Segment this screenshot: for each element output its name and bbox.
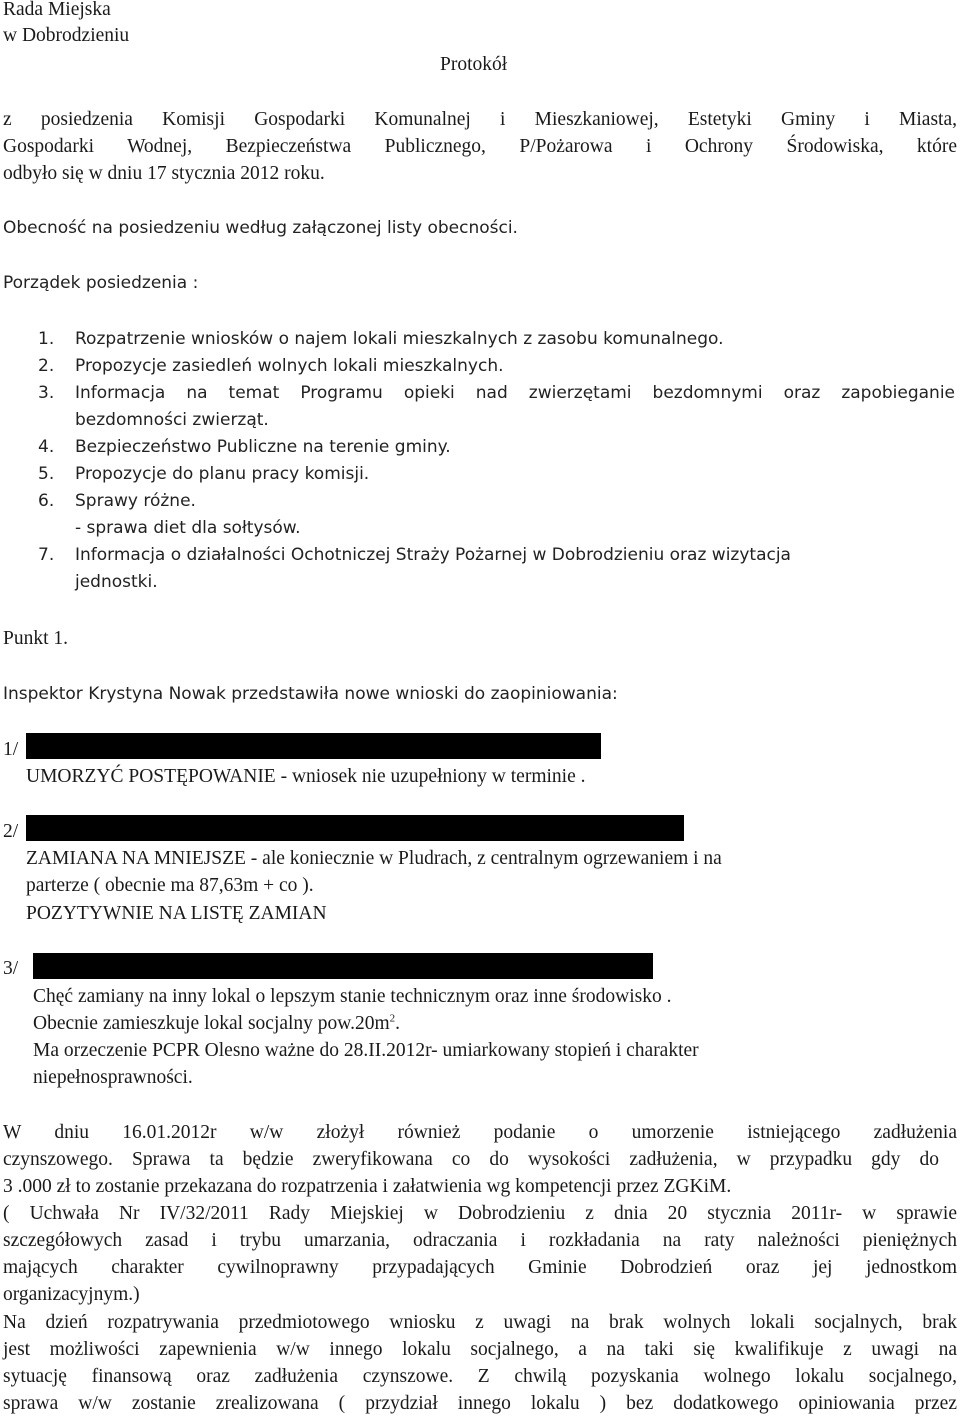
redaction-bar: [26, 815, 684, 841]
intro-line-2: Gospodarki Wodnej, Bezpieczeństwa Publicznego, P/Pożarowa i Ochrony Środowiska, które: [3, 136, 957, 157]
body-line: 3 .000 zł to zostanie przekazana do rozpatrzenia i załatwienia wg kompetencji przez ZGKiM.: [3, 1176, 732, 1197]
agenda-number: 4.: [38, 437, 55, 457]
item-2-line-2: parterze ( obecnie ma 87,63m + co ).: [26, 875, 314, 896]
agenda-item-3: Informacja na temat Programu opieki nad zwierzętami bezdomnymi oraz zapobieganie: [75, 383, 955, 403]
item-3-line-1: Chęć zamiany na inny lokal o lepszym stanie technicznym oraz inne środowisko .: [33, 986, 672, 1007]
agenda-number: 3.: [38, 383, 55, 403]
body-line: W dniu 16.01.2012r w/w złożył również podanie o umorzenie istniejącego zadłużenia: [3, 1122, 957, 1143]
agenda-item-2: Propozycje zasiedleń wolnych lokali mieszkalnych.: [75, 356, 504, 376]
item-number: 2/: [3, 821, 19, 842]
body-line: sytuację finansową oraz zadłużenia czynszowe. Z chwilą pozyskania wolnego lokalu socjalnego,: [3, 1366, 957, 1387]
council-name: Rada Miejska: [3, 0, 111, 20]
agenda-number: 5.: [38, 464, 55, 484]
item-1-decision: UMORZYĆ POSTĘPOWANIE - wniosek nie uzupełniony w terminie .: [26, 766, 586, 787]
agenda-item-4: Bezpieczeństwo Publiczne na terenie gminy.: [75, 437, 451, 457]
item-number: 1/: [3, 739, 19, 760]
body-line: czynszowego. Sprawa ta będzie zweryfikowana co do wysokości zadłużenia, w przypadku gdy do: [3, 1149, 939, 1170]
agenda-number: 1.: [38, 329, 55, 349]
body-line: organizacyjnym.): [3, 1284, 140, 1305]
item-3-line-2: Obecnie zamieszkuje lokal socjalny $pow.20m^2$.: [33, 1012, 401, 1034]
body-line: ( Uchwała Nr IV/32/2011 Rady Miejskiej w Dobrodzieniu z dnia 20 stycznia 2011r- w sprawie: [3, 1203, 957, 1224]
document-title: Protokół: [440, 54, 508, 75]
agenda-item-7: Informacja o działalności Ochotniczej Straży Pożarnej w Dobrodzieniu oraz wizytacja: [75, 545, 791, 565]
attendance-note: Obecność na posiedzeniu według załączonej listy obecności.: [3, 218, 518, 238]
agenda-heading: Porządek posiedzenia :: [3, 273, 199, 293]
redaction-bar: [26, 733, 601, 759]
item-2-decision: POZYTYWNIE NA LISTĘ ZAMIAN: [26, 903, 327, 924]
intro-line-1: z posiedzenia Komisji Gospodarki Komunalnej i Mieszkaniowej, Estetyki Gminy i Miasta,: [3, 109, 957, 130]
agenda-item-6: Sprawy różne.: [75, 491, 196, 511]
agenda-item-6-sub: - sprawa diet dla sołtysów.: [75, 518, 301, 538]
agenda-number: 6.: [38, 491, 55, 511]
agenda-item-5: Propozycje do planu pracy komisji.: [75, 464, 370, 484]
item-number: 3/: [3, 958, 19, 979]
redaction-bar: [33, 953, 653, 979]
agenda-item-1: Rozpatrzenie wniosków o najem lokali mieszkalnych z zasobu komunalnego.: [75, 329, 724, 349]
body-line: sprawa w/w zostanie zrealizowana ( przydział innego lokalu ) bez dodatkowego opiniowania przez: [3, 1393, 957, 1414]
punkt-1-intro: Inspektor Krystyna Nowak przedstawiła nowe wnioski do zaopiniowania:: [3, 684, 618, 704]
body-line: Na dzień rozpatrywania przedmiotowego wniosku z uwagi na brak wolnych lokali socjalnych, brak: [3, 1312, 957, 1333]
item-3-line-4: niepełnosprawności.: [33, 1067, 193, 1088]
agenda-item-7-cont: jednostki.: [75, 572, 158, 592]
agenda-number: 2.: [38, 356, 55, 376]
section-heading-punkt-1: Punkt 1.: [3, 628, 69, 649]
item-3-line-3: Ma orzeczenie PCPR Olesno ważne do 28.II.2012r- umiarkowany stopień i charakter: [33, 1040, 699, 1061]
agenda-item-3-cont: bezdomności zwierząt.: [75, 410, 269, 430]
council-location: w Dobrodzieniu: [3, 25, 130, 46]
body-line: jest możliwości zapewnienia w/w innego lokalu socjalnego, a na taki się kwalifikuje z uwagi na: [3, 1339, 957, 1360]
agenda-number: 7.: [38, 545, 55, 565]
intro-line-3: odbyło się w dniu 17 stycznia 2012 roku.: [3, 163, 325, 184]
body-line: mających charakter cywilnoprawny przypadających Gminie Dobrodzień oraz jej jednostkom: [3, 1257, 957, 1278]
body-line: szczegółowych zasad i trybu umarzania, odraczania i rozkładania na raty należności pieniężnych: [3, 1230, 957, 1251]
item-2-line-1: ZAMIANA NA MNIEJSZE - ale koniecznie w Pludrach, z centralnym ogrzewaniem i na: [26, 848, 722, 869]
